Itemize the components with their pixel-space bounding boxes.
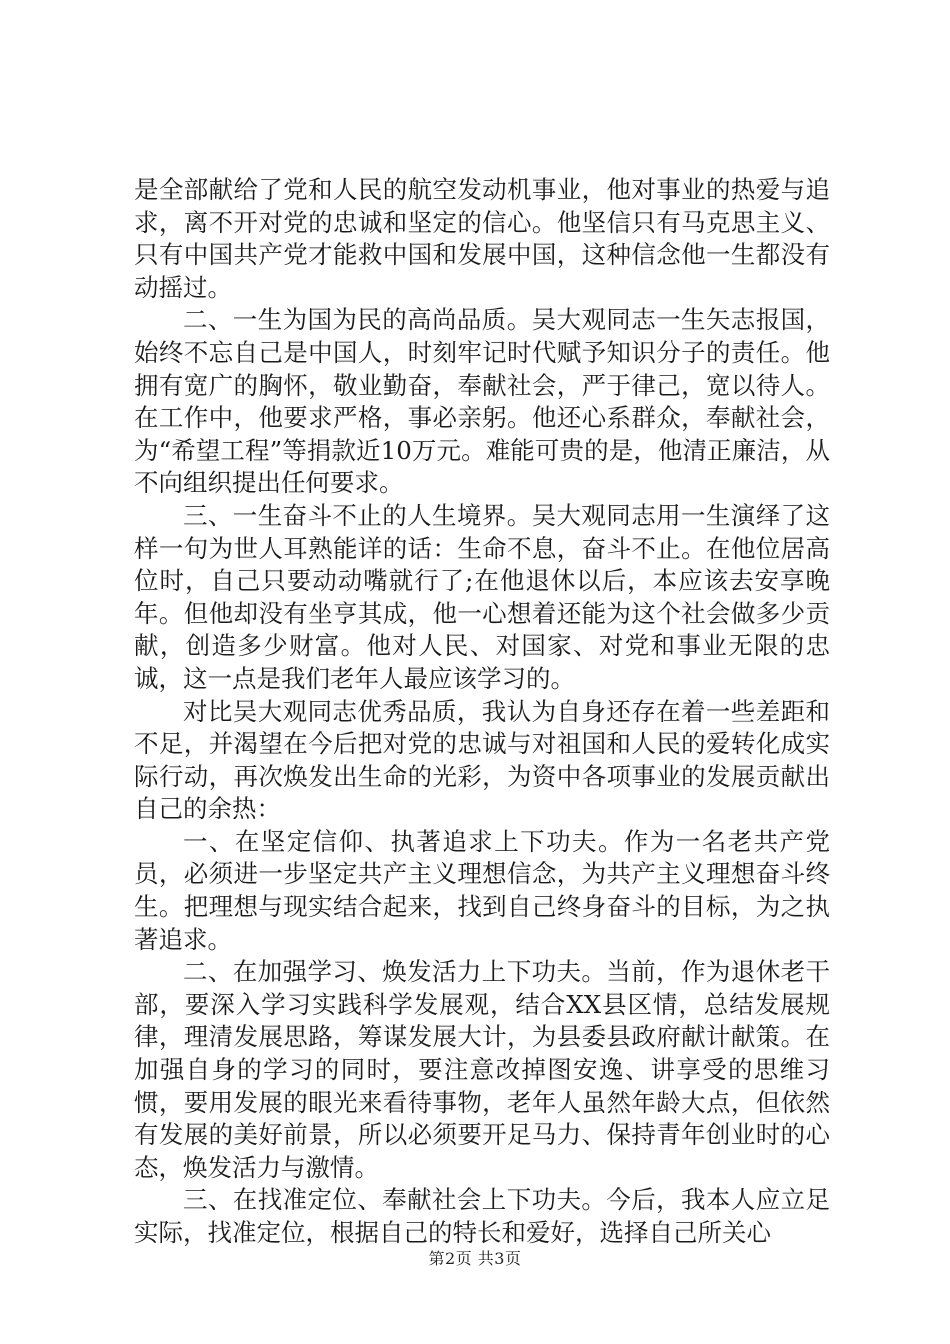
- document-body: [134, 174, 830, 1250]
- paragraph-positioning: 三、在找准定位、奉献社会上下功夫。今后，我本人应立足实际，找准定位，根据自己的特长和爱好，选择自己所关心: [134, 1185, 830, 1247]
- paragraph-self-reflection: 对比吴大观同志优秀品质，我认为自身还存在着一些差距和不足，并渴望在今后把对党的忠诚与对祖国和人民的爱转化成实际行动，再次焕发出生命的光彩，为资中各项事业的发展贡献出自己的余热：: [134, 696, 830, 824]
- page-number-footer: 第2页 共3页: [428, 1249, 522, 1268]
- paragraph-study-vitality: 二、在加强学习、焕发活力上下功夫。当前，作为退休老干部，要深入学习实践科学发展观，结合XX县区情，总结发展规律，理清发展思路，筹谋发展大计，为县委县政府献计献策。在加强自身的学习的同时，要注意改掉图安逸、讲享受的思维习惯，要用发展的眼光来看待事物，老年人虽然年龄大点，但依然有发展的美好前景，所以必须要开足马力、保持青年创业时的心态，焕发活力与激情。: [134, 957, 830, 1182]
- paragraph-continuation: 是全部献给了党和人民的航空发动机事业，他对事业的热爱与追求，离不开对党的忠诚和坚定的信心。他坚信只有马克思主义、只有中国共产党才能救中国和发展中国，这种信念他一生都没有动摇过。: [134, 175, 830, 302]
- paragraph-firm-belief: 一、在坚定信仰、执著追求上下功夫。作为一名老共产党员，必须进一步坚定共产主义理想信念，为共产主义理想奋斗终生。把理想与现实结合起来，找到自己终身奋斗的目标，为之执著追求。: [134, 826, 830, 954]
- paragraph-noble-character: 二、一生为国为民的高尚品质。吴大观同志一生矢志报国，始终不忘自己是中国人，时刻牢记时代赋予知识分子的责任。他拥有宽广的胸怀，敬业勤奋，奉献社会，严于律己，宽以待人。在工作中，他要求严格，事必亲躬。他还心系群众，奉献社会，为“希望工程”等捐款近10万元。难能可贵的是，他清正廉洁，从不向组织提出任何要求。: [134, 305, 830, 498]
- paragraph-lifelong-struggle: 三、一生奋斗不止的人生境界。吴大观同志用一生演绎了这样一句为世人耳熟能详的话：生命不息，奋斗不止。在他位居高位时，自己只要动动嘴就行了;在他退休以后，本应该去安享晚年。但他却没有坐亨其成，他一心想着还能为这个社会做多少贡献，创造多少财富。他对人民、对国家、对党和事业无限的忠诚，这一点是我们老年人最应该学习的。: [134, 500, 830, 693]
